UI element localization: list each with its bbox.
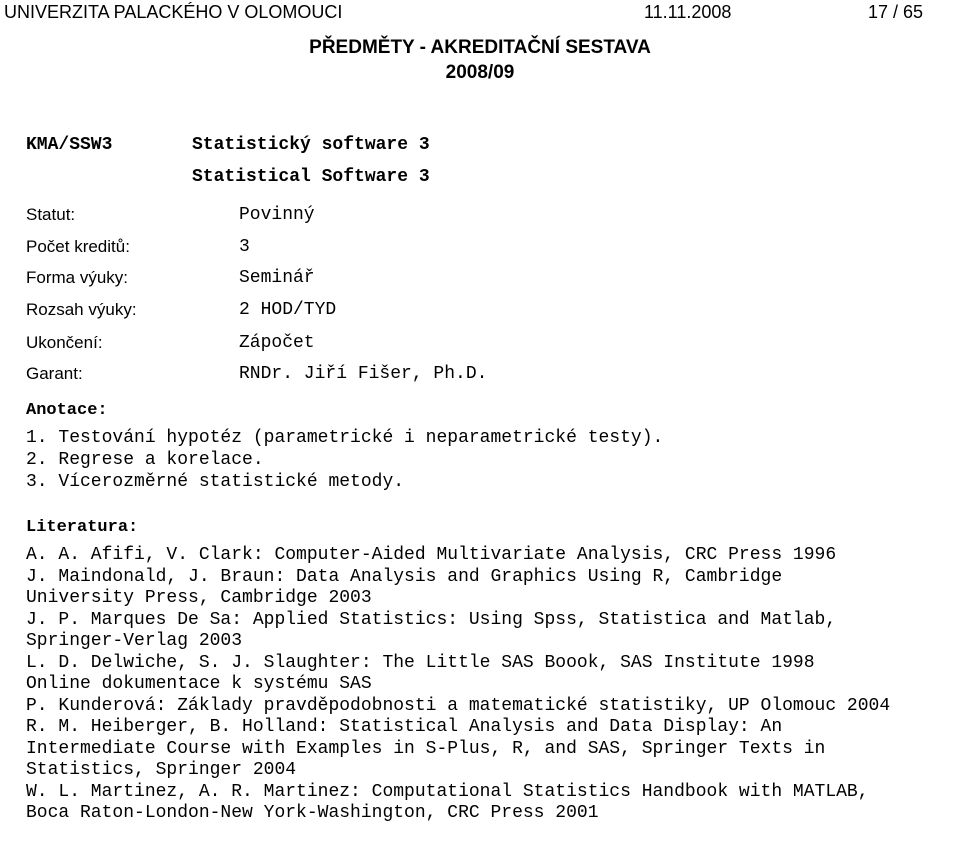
literature-line: Boca Raton-London-New York-Washington, CRC Press 2001 [26,803,599,823]
page-number: 17 / 65 [868,2,924,22]
literature-line: Intermediate Course with Examples in S-Plus, R, and SAS, Springer Texts in [26,738,826,759]
university-name: UNIVERZITA PALACKÉHO V OLOMOUCI [4,2,343,22]
property-value-guarantor: RNDr. Jiří Fišer, Ph.D. [239,364,488,384]
literature-list [26,545,890,825]
property-label-range: Rozsah výuky: [26,300,137,319]
literature-line: University Press, Cambridge 2003 [26,588,372,608]
literature-line: J. Maindonald, J. Braun: Data Analysis and Graphics Using R, Cambridge [26,566,783,587]
property-value-completion: Zápočet [239,333,315,353]
literature-line: L. D. Delwiche, S. J. Slaughter: The Little SAS Boook, SAS Institute 1998 [26,652,815,673]
annotation-line: 3. Vícerozměrné statistické metody. [26,472,405,492]
literature-line: A. A. Afifi, V. Clark: Computer-Aided Multivariate Analysis, CRC Press 1996 [26,545,837,565]
academic-year: 2008/09 [445,62,515,83]
literature-heading: Literatura: [26,518,139,537]
literature-line: R. M. Heiberger, B. Holland: Statistical Analysis and Data Display: An [26,717,783,737]
literature-line: Springer-Verlag 2003 [26,631,243,651]
literature-line: W. L. Martinez, A. R. Martinez: Computational Statistics Handbook with MATLAB, [26,781,869,802]
report-date: 11.11.2008 [644,2,732,22]
property-value-range: 2 HOD/TYD [239,300,337,320]
literature-line: Online dokumentace k systému SAS [26,674,372,694]
property-label-credits: Počet kreditů: [26,237,130,256]
course-name-en: Statistical Software 3 [192,167,430,187]
annotation-line: 2. Regrese a korelace. [26,450,264,470]
property-value-status: Povinný [239,205,315,225]
annotation-list [26,427,663,493]
annotation-line: 1. Testování hypotéz (parametrické i neparametrické testy). [26,428,664,448]
report-title: PŘEDMĚTY - AKREDITAČNÍ SESTAVA [309,37,651,58]
annotation-heading: Anotace: [26,401,108,420]
property-value-credits: 3 [239,237,250,257]
property-label-form: Forma výuky: [26,268,129,287]
property-value-form: Seminář [239,268,315,288]
property-label-completion: Ukončení: [26,333,103,352]
property-label-status: Statut: [26,205,76,224]
course-code: KMA/SSW3 [26,135,113,155]
literature-line: J. P. Marques De Sa: Applied Statistics: Using Spss, Statistica and Matlab, [26,609,837,630]
literature-line: P. Kunderová: Základy pravděpodobnosti a matematické statistiky, UP Olomouc 2004 [26,695,891,716]
literature-line: Statistics, Springer 2004 [26,760,297,780]
course-name-cs: Statistický software 3 [192,135,430,155]
property-label-guarantor: Garant: [26,364,83,383]
